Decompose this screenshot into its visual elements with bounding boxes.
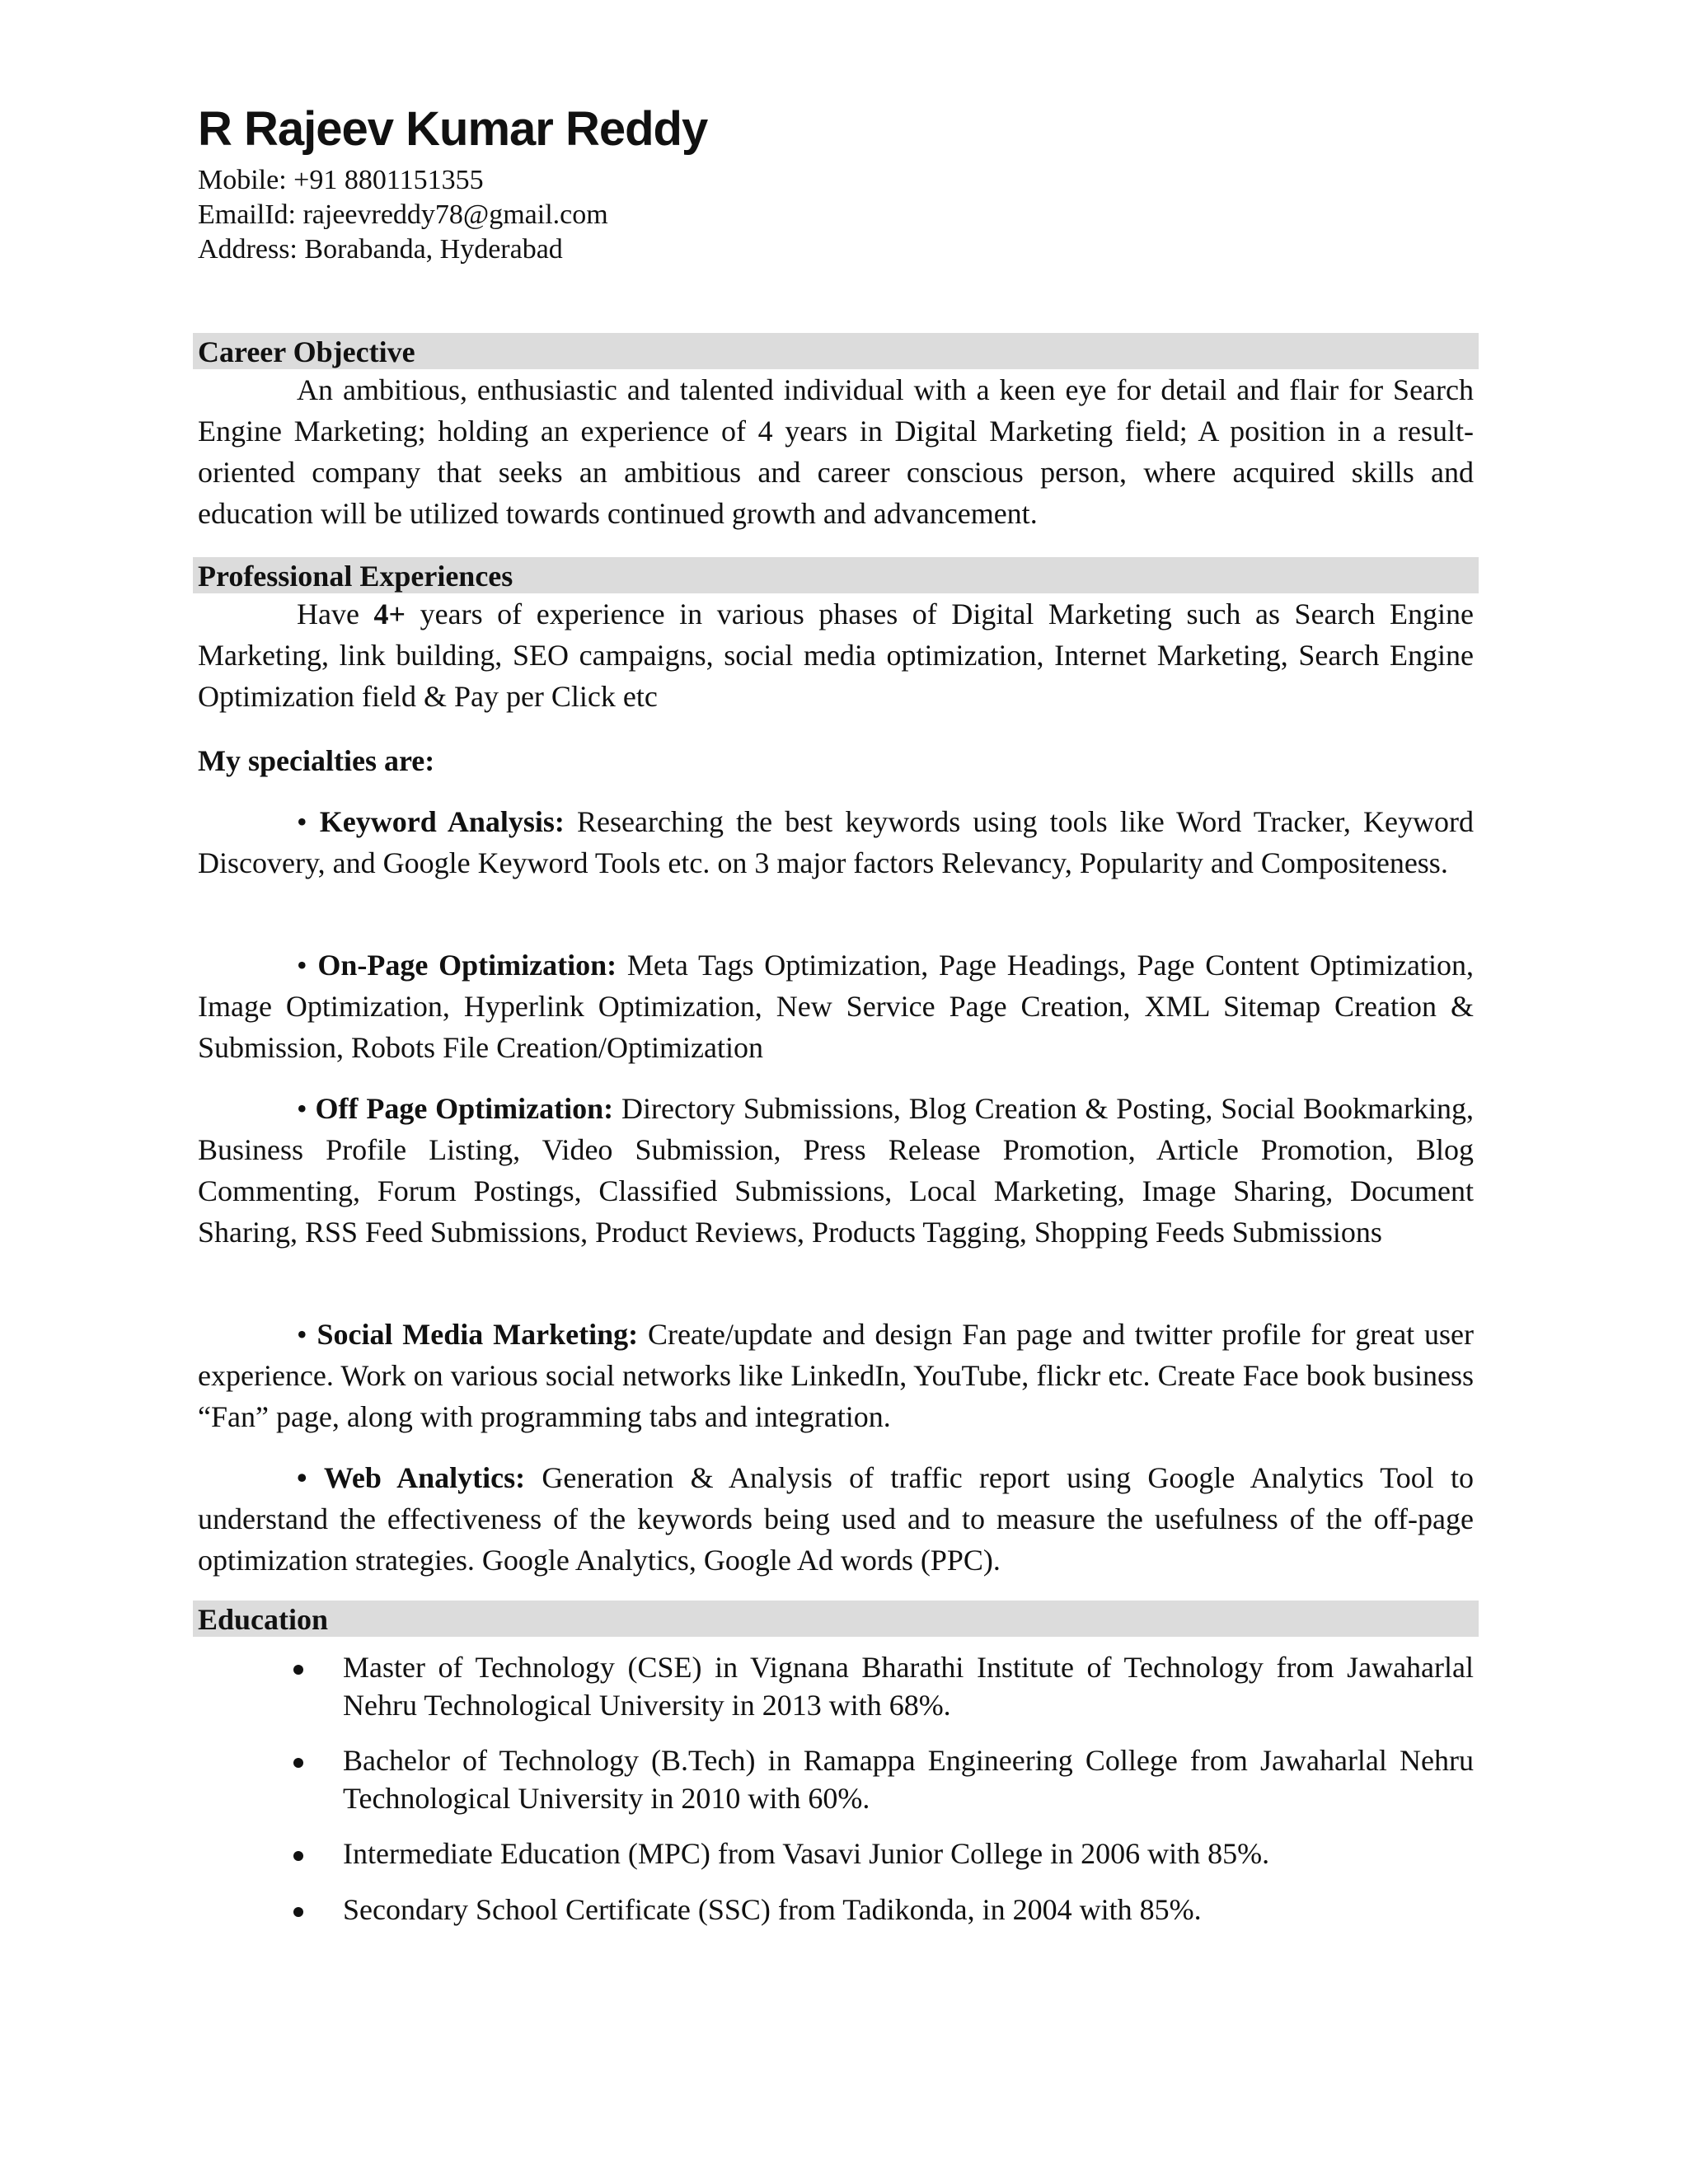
specialty-text: Meta Tags Optimization, Page Headings, Page Content Optimization, Image Optimization, Hyperlink Optimization, New Service Page Creation, XML Sitemap Creation & Submission, Robots File Creation/Optimization [198, 949, 1475, 1064]
education-text: Master of Technology (CSE) in Vignana Bharathi Institute of Technology from Jawaharlal Nehru Technological University in 2013 with 68%. [343, 1651, 1474, 1722]
intro-pre: Have [297, 598, 359, 630]
mobile-label: Mobile: [198, 165, 287, 195]
specialty-item [198, 944, 1474, 1068]
specialty-item [198, 1457, 1474, 1581]
specialty-item [198, 801, 1474, 883]
address-label: Address: [198, 234, 298, 265]
section-title: Career Objective [198, 335, 415, 368]
specialty-text: Create/update and design Fan page and twitter profile for great user experience. Work on various social networks like LinkedIn, YouTube, flickr etc. Create Face book business “Fan” page, along with programming tabs and integration. [198, 1318, 1474, 1433]
specialty-title: Keyword Analysis: [319, 805, 565, 838]
intro-years: 4+ [373, 598, 406, 630]
career-objective-text [198, 369, 1474, 534]
bullet-glyph: • [297, 1092, 307, 1125]
education-header [193, 1601, 1479, 1637]
specialty-title: On-Page Optimization: [317, 949, 617, 982]
bullet-glyph: • [297, 949, 307, 982]
education-text: Bachelor of Technology (B.Tech) in Ramappa Engineering College from Jawaharlal Nehru Technological University in 2010 with 60%. [343, 1744, 1474, 1815]
candidate-name: R Rajeev Kumar Reddy [198, 102, 708, 156]
bullet-dot [293, 1907, 303, 1917]
bullet-glyph: • [297, 1461, 307, 1494]
specialty-title: Off Page Optimization: [315, 1092, 614, 1125]
mobile-value: +91 8801151355 [293, 165, 484, 195]
intro-post: years of experience in various phases of Digital Marketing such as Search Engine Marketing, link building, SEO campaigns, social media optimization, Internet Marketing, Search Engine Optimization field & Pay per Click etc [198, 598, 1475, 713]
email-value: rajeevreddy78@gmail.com [302, 199, 608, 230]
professional-experiences-header [193, 557, 1479, 593]
professional-intro [198, 593, 1474, 717]
section-title: Education [198, 1603, 329, 1636]
specialty-title: Social Media Marketing: [316, 1318, 639, 1351]
bullet-dot [293, 1665, 303, 1675]
bullet-dot [293, 1758, 303, 1768]
specialty-title: Web Analytics: [323, 1461, 526, 1494]
education-text: Intermediate Education (MPC) from Vasavi Junior College in 2006 with 85%. [343, 1837, 1270, 1870]
address-line [198, 232, 608, 267]
education-item [198, 1648, 1474, 1724]
education-item [198, 1741, 1474, 1817]
career-objective-body: An ambitious, enthusiastic and talented individual with a keen eye for detail and flair for Search Engine Marketing; holding an experience of 4 years in Digital Marketing field; A position in a result-oriented company that seeks an ambitious and career conscious person, where acquired skills and education will be utilized towards continued growth and advancement. [198, 373, 1474, 530]
bullet-glyph: • [297, 805, 307, 838]
contact-block [198, 163, 608, 267]
section-title: Professional Experiences [198, 560, 513, 593]
education-text: Secondary School Certificate (SSC) from Tadikonda, in 2004 with 85%. [343, 1893, 1202, 1926]
specialty-text: Directory Submissions, Blog Creation & Posting, Social Bookmarking, Business Profile Listing, Video Submission, Press Release Promotion, Article Promotion, Blog Commenting, Forum Postings, Classified Submissions, Local Marketing, Image Sharing, Document Sharing, RSS Feed Submissions, Product Reviews, Products Tagging, Shopping Feeds Submissions [198, 1092, 1475, 1249]
email-line [198, 198, 608, 232]
mobile-line [198, 163, 608, 198]
specialties-heading: My specialties are: [198, 744, 435, 777]
specialty-item [198, 1088, 1474, 1253]
bullet-glyph: • [297, 1318, 307, 1351]
bullet-dot [293, 1851, 303, 1861]
address-value: Borabanda, Hyderabad [304, 234, 563, 265]
email-label: EmailId: [198, 199, 296, 230]
specialty-text: Researching the best keywords using tools like Word Tracker, Keyword Discovery, and Google Keyword Tools etc. on 3 major factors Relevancy, Popularity and Compositeness. [198, 805, 1475, 879]
specialty-item [198, 1314, 1474, 1437]
career-objective-header [193, 333, 1479, 369]
education-item [198, 1891, 1474, 1929]
education-item [198, 1835, 1474, 1872]
specialty-text: Generation & Analysis of traffic report using Google Analytics Tool to understand the effectiveness of the keywords being used and to measure the usefulness of the off-page optimization strategies. Google Analytics, Google Ad words (PPC). [198, 1461, 1475, 1577]
